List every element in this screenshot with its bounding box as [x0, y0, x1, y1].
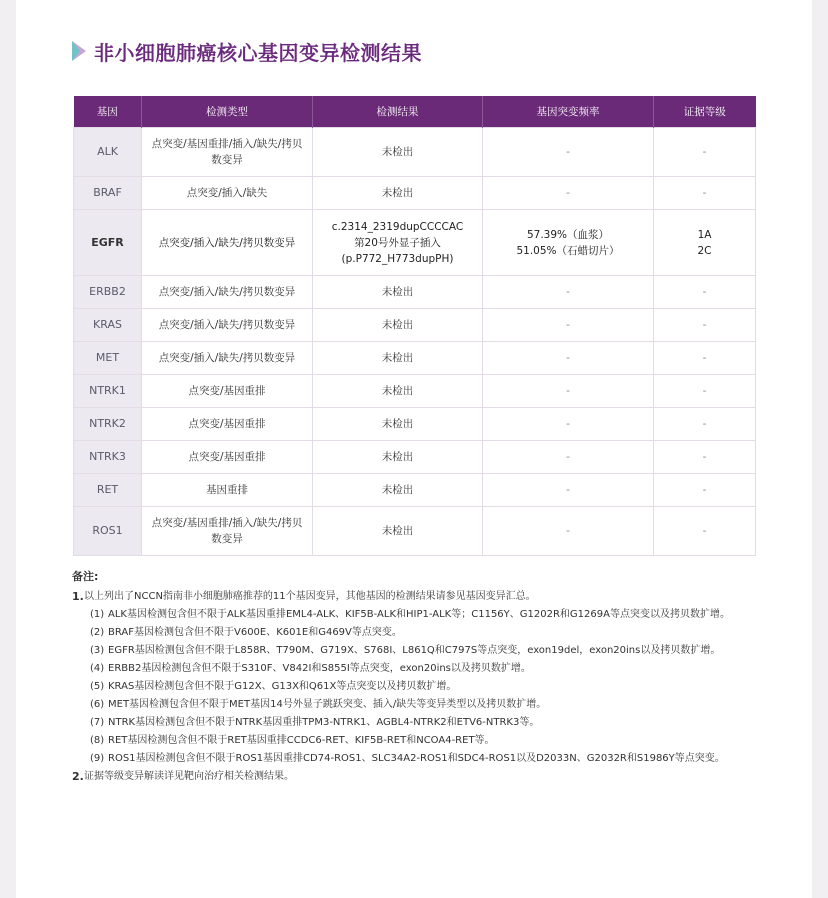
- note-item: [72, 588, 762, 606]
- frequency-cell: -: [483, 474, 654, 507]
- table-row: [74, 375, 756, 408]
- subitem-text: ERBB2基因检测包含但不限于S310F、V842I和S855I等点突变，exon20ins以及拷贝数扩增。: [108, 663, 531, 674]
- result-cell: 未检出: [313, 128, 483, 177]
- table-row: [74, 474, 756, 507]
- subitem-number: (8): [90, 735, 105, 746]
- note-subitem: [72, 714, 762, 732]
- gene-cell: NTRK3: [74, 441, 142, 474]
- table-row: [74, 408, 756, 441]
- frequency-cell: -: [483, 408, 654, 441]
- test-type-cell: 点突变/插入/缺失/拷贝数变异: [142, 276, 313, 309]
- notes-heading: 备注:: [72, 570, 99, 583]
- note-subitem: [72, 660, 762, 678]
- evidence-cell: -: [654, 375, 756, 408]
- header-result: 检测结果: [313, 96, 483, 128]
- result-cell: 未检出: [313, 276, 483, 309]
- gene-cell: MET: [74, 342, 142, 375]
- evidence-line: 1A: [697, 228, 712, 241]
- note-subitem: [72, 642, 762, 660]
- table-row: [74, 128, 756, 177]
- subitem-text: NTRK基因检测包含但不限于NTRK基因重排TPM3-NTRK1、AGBL4-NTRK2和ETV6-NTRK3等。: [108, 717, 540, 728]
- frequency-cell: -: [483, 276, 654, 309]
- frequency-cell: [483, 210, 654, 276]
- result-cell: 未检出: [313, 342, 483, 375]
- frequency-cell: -: [483, 177, 654, 210]
- test-type-cell: 点突变/插入/缺失/拷贝数变异: [142, 309, 313, 342]
- evidence-cell: -: [654, 441, 756, 474]
- result-cell: 未检出: [313, 507, 483, 556]
- evidence-cell: -: [654, 342, 756, 375]
- note-item: [72, 768, 762, 786]
- table-row: [74, 309, 756, 342]
- evidence-cell: -: [654, 474, 756, 507]
- frequency-cell: -: [483, 375, 654, 408]
- test-type-cell: 基因重排: [142, 474, 313, 507]
- evidence-cell: -: [654, 276, 756, 309]
- test-type-cell: 点突变/基因重排: [142, 408, 313, 441]
- subitem-text: ROS1基因检测包含但不限于ROS1基因重排CD74-ROS1、SLC34A2-ROS1和SDC4-ROS1以及D2033N、G2032R和S1986Y等点突变。: [108, 753, 725, 764]
- note-number: 2.: [72, 770, 84, 783]
- table-row: [74, 342, 756, 375]
- header-frequency: 基因突变频率: [483, 96, 654, 128]
- test-type-cell: 点突变/基因重排/插入/缺失/拷贝数变异: [142, 507, 313, 556]
- subitem-number: (1): [90, 609, 105, 620]
- frequency-line: 51.05%（石蜡切片）: [516, 244, 620, 257]
- header-gene: 基因: [74, 96, 142, 128]
- table-row: [74, 276, 756, 309]
- header-evidence: 证据等级: [654, 96, 756, 128]
- frequency-cell: -: [483, 342, 654, 375]
- frequency-cell: -: [483, 309, 654, 342]
- section-title-row: [70, 38, 422, 64]
- evidence-cell: [654, 210, 756, 276]
- gene-cell: RET: [74, 474, 142, 507]
- test-type-cell: 点突变/基因重排: [142, 375, 313, 408]
- note-subitem: [72, 606, 762, 624]
- result-cell: 未检出: [313, 408, 483, 441]
- test-type-cell: 点突变/插入/缺失/拷贝数变异: [142, 342, 313, 375]
- gene-cell: ERBB2: [74, 276, 142, 309]
- result-cell: 未检出: [313, 309, 483, 342]
- gene-cell: NTRK2: [74, 408, 142, 441]
- gene-cell: ROS1: [74, 507, 142, 556]
- note-text: 以上列出了NCCN指南非小细胞肺癌推荐的11个基因变异，其他基因的检测结果请参见基因变异汇总。: [84, 591, 536, 602]
- test-type-cell: 点突变/基因重排/插入/缺失/拷贝数变异: [142, 128, 313, 177]
- subitem-number: (3): [90, 645, 105, 656]
- subitem-number: (2): [90, 627, 105, 638]
- result-cell: 未检出: [313, 441, 483, 474]
- subitem-text: ALK基因检测包含但不限于ALK基因重排EML4-ALK、KIF5B-ALK和HIP1-ALK等；C1156Y、G1202R和G1269A等点突变以及拷贝数扩增。: [108, 609, 730, 620]
- note-subitem: [72, 732, 762, 750]
- note-subitem: [72, 750, 762, 768]
- arrow-marker-icon: [70, 40, 90, 62]
- gene-cell: NTRK1: [74, 375, 142, 408]
- evidence-line: 2C: [697, 244, 712, 257]
- gene-cell: EGFR: [74, 210, 142, 276]
- subitem-text: MET基因检测包含但不限于MET基因14号外显子跳跃突变、插入/缺失等变异类型以及拷贝数扩增。: [108, 699, 547, 710]
- note-number: 1.: [72, 590, 84, 603]
- result-line: 第20号外显子插入(p.P772_H773dupPH): [341, 236, 454, 265]
- frequency-line: 57.39%（血浆）: [526, 228, 610, 241]
- test-type-cell: 点突变/插入/缺失/拷贝数变异: [142, 210, 313, 276]
- result-cell: 未检出: [313, 177, 483, 210]
- frequency-cell: -: [483, 507, 654, 556]
- evidence-cell: -: [654, 309, 756, 342]
- gene-cell: BRAF: [74, 177, 142, 210]
- test-type-cell: 点突变/插入/缺失: [142, 177, 313, 210]
- note-subitem: [72, 678, 762, 696]
- result-cell: 未检出: [313, 474, 483, 507]
- frequency-cell: -: [483, 128, 654, 177]
- table-row: [74, 441, 756, 474]
- result-line: c.2314_2319dupCCCCAC: [331, 220, 464, 233]
- table-row: [74, 177, 756, 210]
- note-subitem: [72, 696, 762, 714]
- subitem-text: RET基因检测包含但不限于RET基因重排CCDC6-RET、KIF5B-RET和NCOA4-RET等。: [108, 735, 495, 746]
- gene-cell: ALK: [74, 128, 142, 177]
- evidence-cell: -: [654, 507, 756, 556]
- table-header-row: [74, 96, 756, 128]
- gene-result-table: [73, 96, 756, 556]
- subitem-number: (6): [90, 699, 105, 710]
- header-test-type: 检测类型: [142, 96, 313, 128]
- note-subitem: [72, 624, 762, 642]
- evidence-cell: -: [654, 177, 756, 210]
- subitem-text: KRAS基因检测包含但不限于G12X、G13X和Q61X等点突变以及拷贝数扩增。: [108, 681, 457, 692]
- subitem-number: (9): [90, 753, 105, 764]
- page-title: 非小细胞肺癌核心基因变异检测结果: [94, 40, 422, 65]
- subitem-number: (7): [90, 717, 105, 728]
- subitem-text: EGFR基因检测包含但不限于L858R、T790M、G719X、S768I、L861Q和C797S等点突变，exon19del，exon20ins以及拷贝数扩增。: [108, 645, 721, 656]
- gene-cell: KRAS: [74, 309, 142, 342]
- test-type-cell: 点突变/基因重排: [142, 441, 313, 474]
- note-text: 证据等级变异解读详见靶向治疗相关检测结果。: [84, 771, 294, 782]
- subitem-number: (4): [90, 663, 105, 674]
- frequency-cell: -: [483, 441, 654, 474]
- table-row: [74, 507, 756, 556]
- table-row-egfr: [74, 210, 756, 276]
- subitem-number: (5): [90, 681, 105, 692]
- result-cell: [313, 210, 483, 276]
- subitem-text: BRAF基因检测包含但不限于V600E、K601E和G469V等点突变。: [108, 627, 402, 638]
- result-cell: 未检出: [313, 375, 483, 408]
- notes-section: [72, 568, 762, 786]
- evidence-cell: -: [654, 128, 756, 177]
- evidence-cell: -: [654, 408, 756, 441]
